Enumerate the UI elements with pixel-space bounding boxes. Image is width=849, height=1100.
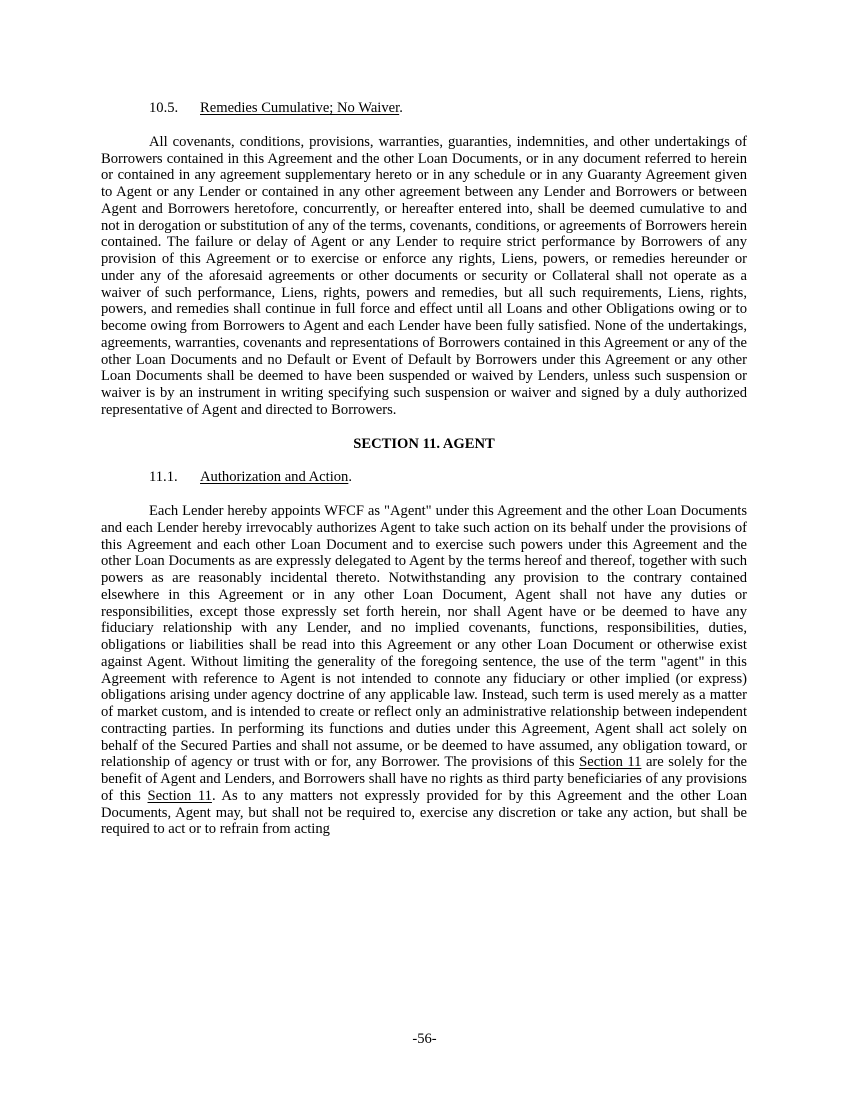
section-title: Remedies Cumulative; No Waiver xyxy=(200,100,400,116)
section-11-title: SECTION 11. AGENT xyxy=(353,435,495,452)
paragraph-text: . As to any matters not expressly provided for by this Agreement and the other Loan Documents, Agent may, but shall not be required to, exercise any discretion or take any action, but shall be required to act or to refrain from acting xyxy=(101,787,747,838)
page-number: -56- xyxy=(412,1031,437,1047)
document-page xyxy=(101,100,747,838)
paragraph-text: are solely for the benefit of Agent and Lenders, and Borrowers shall have no rights as third party beneficiaries of any provisions of this xyxy=(101,754,747,804)
section-10-5-paragraph: All covenants, conditions, provisions, warranties, guaranties, indemnities, and other undertakings of Borrowers contained in this Agreement and the other Loan Documents, or in any document referred to herein or contained in any agreement supplementary hereto or in any schedule or in any Guaranty Agreement given to Agent or any Lender or contained in any other agreement between any Lender and Borrowers or between Agent and Borrowers heretofore, concurrently, or hereafter entered into, shall be deemed cumulative to and not in derogation or substitution of any of the terms, covenants, conditions, or agreements of Borrowers herein contained. The failure or delay of Agent or any Lender to require strict performance by Borrowers of any provision of this Agreement or to exercise or enforce any rights, Liens, powers, or remedies hereunder or under any of the aforesaid agreements or other documents or security or Collateral shall not operate as a waiver of such performance, Liens, rights, powers and remedies, but all such requirements, Liens, rights, powers, and remedies shall continue in full force and effect until all Loans and other Obligations owing or to become owing from Borrowers to Agent and each Lender have been fully satisfied. None of the undertakings, agreements, warranties, covenants and representations of Borrowers contained in this Agreement or any of the other Loan Documents and no Default or Event of Default by Borrowers under this Agreement or any other Loan Documents shall be deemed to have been suspended or waived by Lenders, unless such suspension or waiver is by an instrument in writing specifying such suspension or waiver and signed by a duly authorized representative of Agent and directed to Borrowers. xyxy=(101,133,747,418)
title-punctuation: . xyxy=(348,469,352,486)
section-reference: Section 11 xyxy=(579,754,642,771)
section-11-1-heading xyxy=(101,469,747,486)
paragraph-text: Each Lender hereby appoints WFCF as "Agent" under this Agreement and the other Loan Documents and each Lender hereby irrevocably authorizes Agent to take such action on its behalf under the provisions of this Agreement and each other Loan Document and to exercise such powers under this Agreement and the other Loan Documents as are expressly delegated to Agent by the terms hereof and thereof, together with such powers as are reasonably incidental thereto. Notwithstanding any provision to the contrary contained elsewhere in this Agreement or in any other Loan Document, Agent shall not have any duties or responsibilities, except those expressly set forth herein, nor shall Agent have or be deemed to have any fiduciary relationship with any Lender, and no implied covenants, functions, responsibilities, duties, obligations or liabilities shall be read into this Agreement or any other Loan Document or otherwise exist against Agent. Without limiting the generality of the foregoing sentence, the use of the term "agent" in this Agreement with reference to Agent is not intended to connote any fiduciary or other implied (or express) obligations arising under agency doctrine of any applicable law. Instead, such term is used merely as a matter of market custom, and is intended to create or reflect only an administrative relationship between independent contracting parties. In performing its functions and duties under this Agreement, Agent shall act solely on behalf of the Secured Parties and shall not assume, or be deemed to have assumed, any obligation toward, or relationship of agency or trust with or for, any Borrower. The provisions of this xyxy=(101,503,747,771)
section-number: 10.5. xyxy=(149,100,179,116)
section-number: 11.1. xyxy=(149,469,178,486)
title-punctuation: . xyxy=(399,100,403,116)
section-11-1-paragraph xyxy=(101,503,747,838)
section-title: Authorization and Action xyxy=(200,469,349,486)
section-reference: Section 11 xyxy=(147,787,212,804)
section-10-5-heading xyxy=(101,100,747,117)
